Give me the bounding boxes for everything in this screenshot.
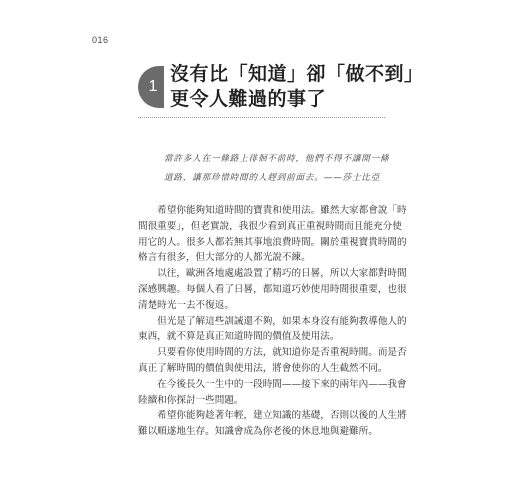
body-text xyxy=(138,203,407,440)
body-line: 陸續和你探討一些問題。 xyxy=(138,394,244,406)
body-line: 希望你能夠趁著年輕，建立知識的基礎，否則以後的人生將 xyxy=(138,410,407,422)
body-line: 清楚時光一去不復返。 xyxy=(138,299,234,311)
epigraph-line: 道路，讓那珍惜時間的人趕到前面去。——莎士比亞 xyxy=(164,173,381,183)
body-line: 希望你能夠知道時間的寶貴和使用法。雖然大家都會說「時 xyxy=(138,205,407,216)
body-line: 間很重要」，但老實說，我很少看到真正重視時間而且能充分使 xyxy=(138,220,402,232)
body-line: 難以順遂地生存。知識會成為你老後的休息地與避難所。 xyxy=(138,426,378,438)
chapter-number-badge: 1 xyxy=(138,66,164,108)
chapter-title-line-2: 更令人難過的事了 xyxy=(170,88,327,110)
body-line: 只要看你使用時間的方法，就知道你是否重視時間。而是否 xyxy=(138,347,407,359)
body-line: 格言有很多，但大部分的人都光說不練。 xyxy=(138,252,311,264)
epigraph xyxy=(164,150,396,188)
body-line: 真正了解時間的價值與使用法，將會使你的人生截然不同。 xyxy=(138,362,388,374)
chapter-title xyxy=(170,62,424,112)
title-divider xyxy=(138,117,385,118)
body-line: 用它的人。很多人都若無其事地浪費時間。關於重視寶貴時間的 xyxy=(138,236,407,248)
epigraph-line: 當許多人在一條路上徘徊不前時，他們不得不讓開一條 xyxy=(164,154,390,164)
body-line: 深感興趣。每個人看了日晷，都知道巧妙使用時間很重要，也很 xyxy=(138,283,407,295)
body-line: 以往，歐洲各地處處設置了精巧的日晷，所以大家都對時間 xyxy=(138,268,407,280)
body-line: 東西，就不算是真正知道時間的價值及使用法。 xyxy=(138,331,340,343)
chapter-title-line-1: 沒有比「知道」卻「做不到」 xyxy=(170,63,424,85)
body-line: 在今後長久一生中的一段時間——接下來的兩年內——我會 xyxy=(138,378,407,390)
page-number: 016 xyxy=(92,35,109,45)
body-line: 但光是了解這些訓誡還不夠，如果本身沒有能夠教導他人的 xyxy=(138,315,407,327)
